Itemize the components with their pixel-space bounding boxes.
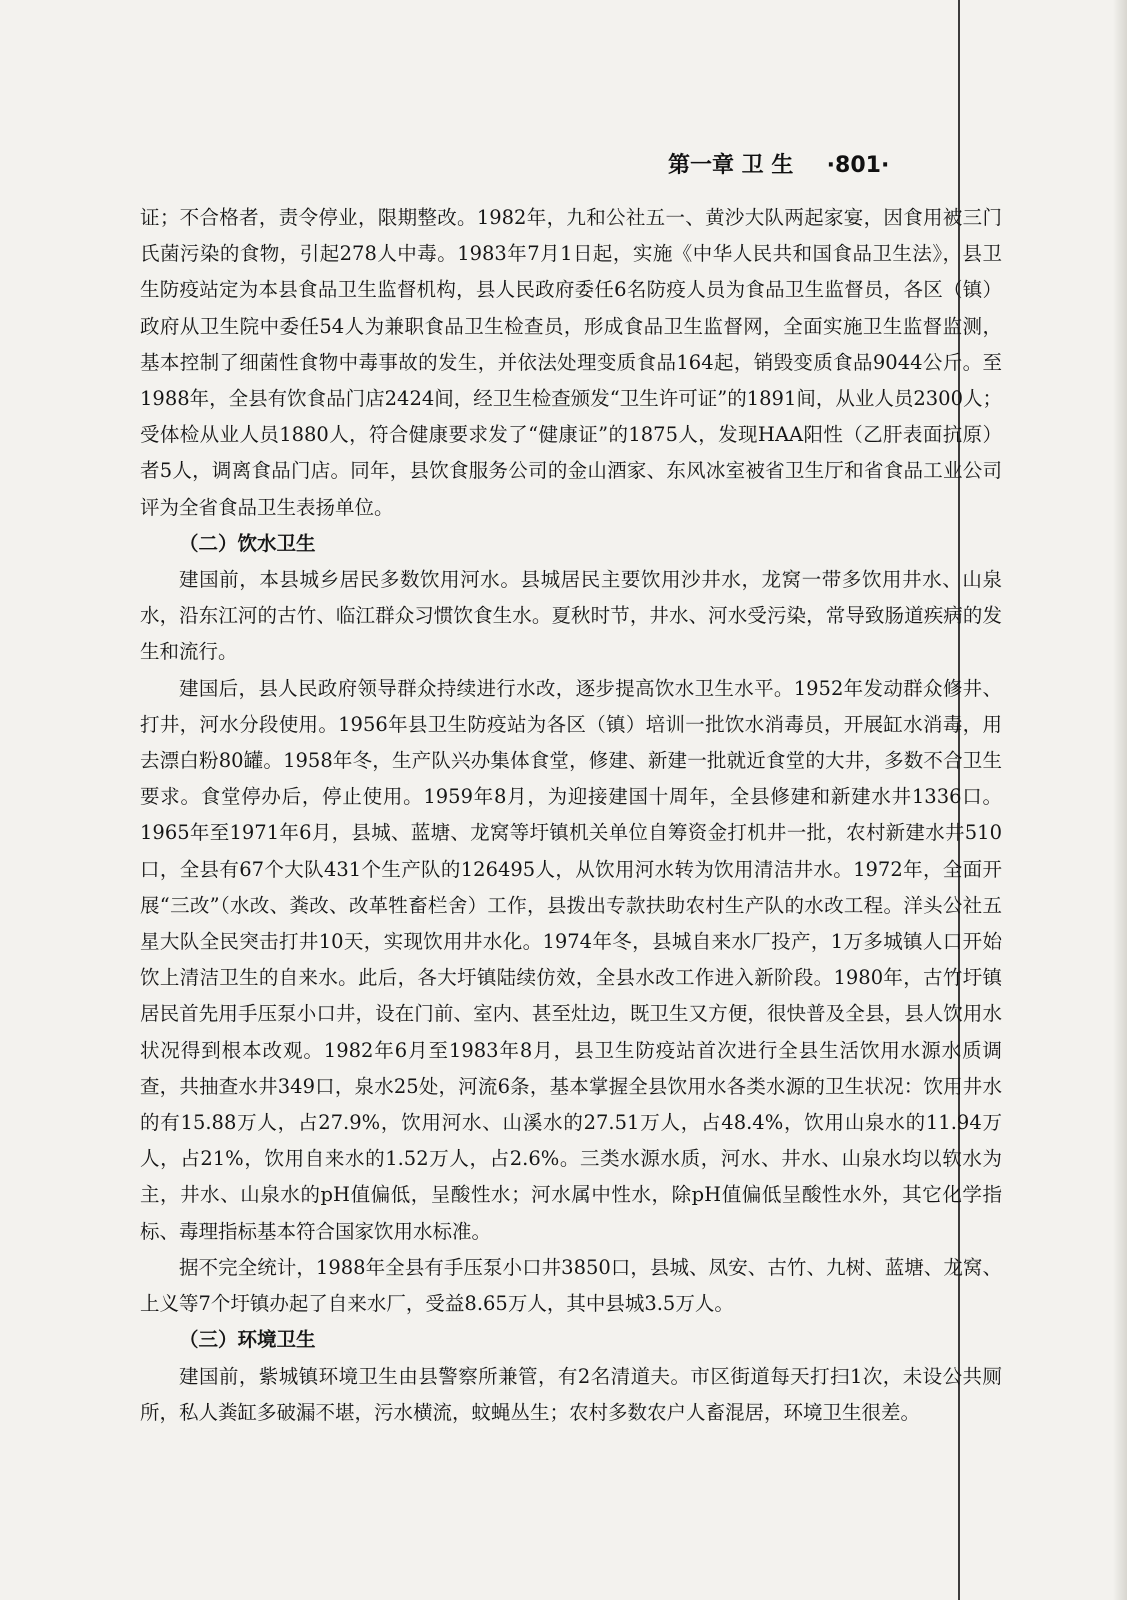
paragraph-food-hygiene-cont: 证；不合格者，责令停业，限期整改。1982年，九和公社五一、黄沙大队两起家宴，因食用被三门氏菌污染的食物，引起278人中毒。1983年7月1日起，实施《中华人民共和国食品卫生法》，县卫生防疫站定为本县食品卫生监督机构，县人民政府委任6名防疫人员为食品卫生监督员，各区（镇）政府从卫生院中委任54人为兼职食品卫生检查员，形成食品卫生监督网，全面实施卫生监督监测，基本控制了细菌性食物中毒事故的发生，并依法处理变质食品164起，销毁变质食品9044公斤。至1988年，全县有饮食品门店2424间，经卫生检查颁发“卫生许可证”的1891间，从业人员2300人；受体检从业人员1880人，符合健康要求发了“健康证”的1875人，发现HAA阳性（乙肝表面抗原）者5人，调离食品门店。同年，县饮食服务公司的金山酒家、东风冰室被省卫生厅和省食品工业公司评为全省食品卫生表扬单位。 bbox=[140, 206, 1002, 519]
paragraph-pre-1949-environment: 建国前，紫城镇环境卫生由县警察所兼管，有2名清道夫。市区街道每天打扫1次，未设公共厕所，私人粪缸多破漏不堪，污水横流，蚊蝇丛生；农村多数农户人畜混居，环境卫生很差。 bbox=[140, 1364, 1002, 1424]
section-heading-environment: （三）环境卫生 bbox=[179, 1328, 316, 1352]
section-heading-drinking-water: （二）饮水卫生 bbox=[179, 531, 316, 555]
scan-page-edge bbox=[1113, 0, 1127, 1600]
paragraph-pre-1949-water: 建国前，本县城乡居民多数饮用河水。县城居民主要饮用沙井水，龙窝一带多饮用井水、山泉水，沿东江河的古竹、临江群众习惯饮食生水。夏秋时节，井水、河水受污染，常导致肠道疾病的发生和流行。 bbox=[140, 568, 1002, 664]
paragraph-post-1949-water: 建国后，县人民政府领导群众持续进行水改，逐步提高饮水卫生水平。1952年发动群众修井、打井，河水分段使用。1956年县卫生防疫站为各区（镇）培训一批饮水消毒员，开展缸水消毒，用去漂白粉80罐。1958年冬，生产队兴办集体食堂，修建、新建一批就近食堂的大井，多数不合卫生要求。食堂停办后，停止使用。1959年8月，为迎接建国十周年，全县修建和新建水井1336口。1965年至1971年6月，县城、蓝塘、龙窝等圩镇机关单位自筹资金打机井一批，农村新建水井510口，全县有67个大队431个生产队的126495人，从饮用河水转为饮用清洁井水。1972年，全面开展“三改”（水改、粪改、改革牲畜栏舍）工作，县拨出专款扶助农村生产队的水改工程。洋头公社五星大队全民突击打井10天，实现饮用井水化。1974年冬，县城自来水厂投产，1万多城镇人口开始饮上清洁卫生的自来水。此后，各大圩镇陆续仿效，全县水改工作进入新阶段。1980年，古竹圩镇居民首先用手压泵小口井，设在门前、室内、甚至灶边，既卫生又方便，很快普及全县，县人饮用水状况得到根本改观。1982年6月至1983年8月，县卫生防疫站首次进行全县生活饮用水源水质调查，共抽查水井349口，泉水25处，河流6条，基本掌握全县饮用水各类水源的卫生状况：饮用井水的有15.88万人，占27.9%，饮用河水、山溪水的27.51万人，占48.4%，饮用山泉水的11.94万人，占21%，饮用自来水的1.52万人，占2.6%。三类水源水质，河水、井水、山泉水均以软水为主，井水、山泉水的pH值偏低，呈酸性水；河水属中性水，除pH值偏低呈酸性水外，其它化学指标、毒理指标基本符合国家饮用水标准。 bbox=[140, 676, 1002, 1243]
running-header bbox=[668, 144, 998, 188]
paragraph-1988-statistics: 据不完全统计，1988年全县有手压泵小口井3850口，县城、凤安、古竹、九树、蓝塘、龙窝、上义等7个圩镇办起了自来水厂，受益8.65万人，其中县城3.5万人。 bbox=[140, 1255, 1002, 1316]
page-body bbox=[140, 200, 1002, 1431]
chapter-title: 第一章 卫 生 bbox=[668, 153, 794, 178]
page-number: ·801· bbox=[826, 153, 890, 178]
